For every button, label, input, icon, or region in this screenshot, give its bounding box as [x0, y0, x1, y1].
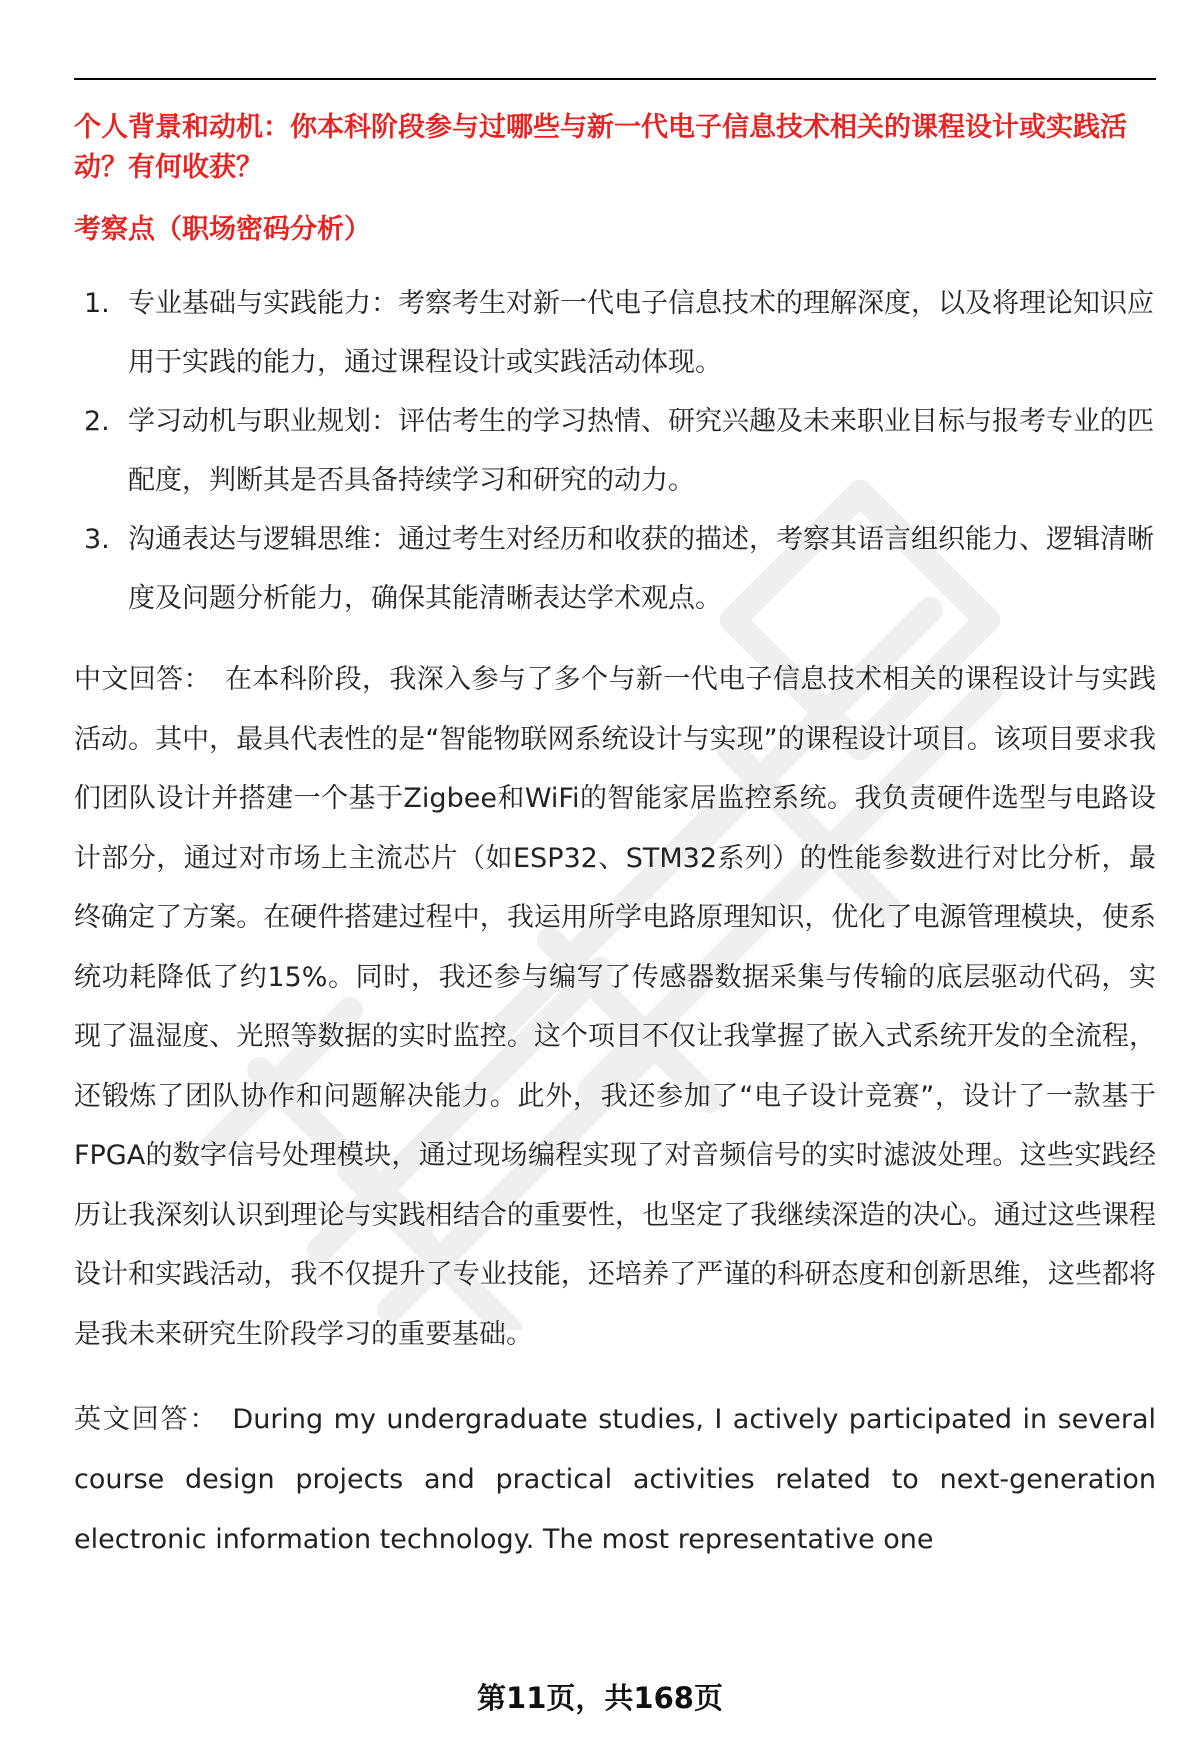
english-answer-label: 英文回答： [74, 1404, 219, 1435]
exam-points-list [74, 274, 1156, 628]
exam-point-item [74, 274, 1156, 392]
exam-points-title: 考察点（职场密码分析） [74, 214, 371, 245]
question-heading: 个人背景和动机：你本科阶段参与过哪些与新一代电子信息技术相关的课程设计或实践活动？有何收获？ [74, 112, 1127, 183]
exam-point-number: 3. [84, 524, 110, 555]
top-divider [74, 78, 1156, 80]
exam-point-text: 学习动机与职业规划：评估考生的学习热情、研究兴趣及未来职业目标与报考专业的匹配度，判断其是否具备持续学习和研究的动力。 [128, 406, 1154, 496]
exam-point-item [74, 392, 1156, 510]
document-page [74, 108, 1156, 1570]
chinese-answer-label: 中文回答： [74, 664, 211, 695]
english-answer-text: During my undergraduate studies, I actively participated in several course design projects and practical activities related to next-generation electronic information technology. The most representative one [74, 1404, 1157, 1555]
exam-point-number: 1. [84, 288, 110, 319]
exam-point-text: 专业基础与实践能力：考察考生对新一代电子信息技术的理解深度，以及将理论知识应用于实践的能力，通过课程设计或实践活动体现。 [128, 288, 1154, 378]
chinese-answer-paragraph [74, 650, 1156, 1364]
exam-point-item [74, 510, 1156, 628]
exam-point-number: 2. [84, 406, 110, 437]
english-answer-paragraph [74, 1390, 1156, 1570]
page-number-footer: 第11页，共168页 [477, 1681, 723, 1715]
exam-point-text: 沟通表达与逻辑思维：通过考生对经历和收获的描述，考察其语言组织能力、逻辑清晰度及问题分析能力，确保其能清晰表达学术观点。 [128, 524, 1154, 614]
chinese-answer-text: 在本科阶段，我深入参与了多个与新一代电子信息技术相关的课程设计与实践活动。其中，最具代表性的是“智能物联网系统设计与实现”的课程设计项目。该项目要求我们团队设计并搭建一个基于Zigbee和WiFi的智能家居监控系统。我负责硬件选型与电路设计部分，通过对市场上主流芯片（如ESP32、STM32系列）的性能参数进行对比分析，最终确定了方案。在硬件搭建过程中，我运用所学电路原理知识，优化了电源管理模块，使系统功耗降低了约15%。同时，我还参与编写了传感器数据采集与传输的底层驱动代码，实现了温湿度、光照等数据的实时监控。这个项目不仅让我掌握了嵌入式系统开发的全流程，还锻炼了团队协作和问题解决能力。此外，我还参加了“电子设计竞赛”，设计了一款基于FPGA的数字信号处理模块，通过现场编程实现了对音频信号的实时滤波处理。这些实践经历让我深刻认识到理论与实践相结合的重要性，也坚定了我继续深造的决心。通过这些课程设计和实践活动，我不仅提升了专业技能，还培养了严谨的科研态度和创新思维，这些都将是我未来研究生阶段学习的重要基础。 [74, 664, 1157, 1350]
